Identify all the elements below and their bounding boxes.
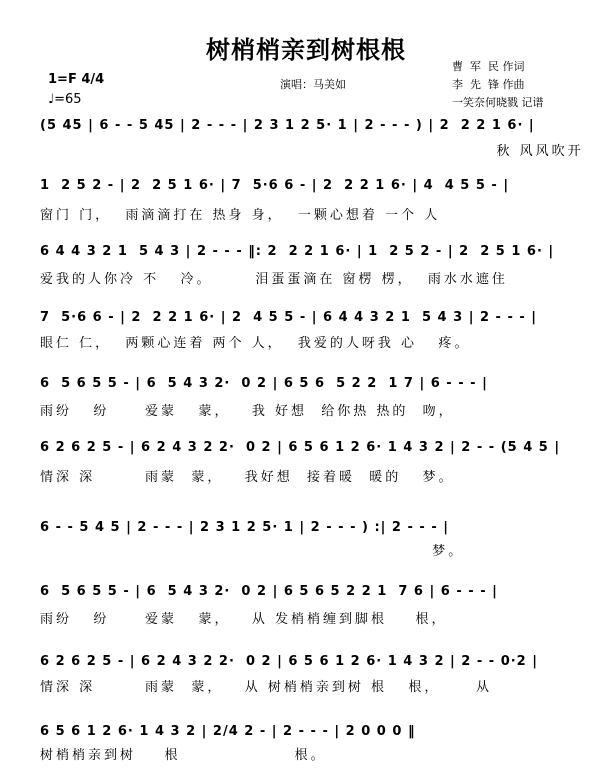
notation-line: 6 4 4 3 2 1 5 4 3 | 2 - - - ‖: 2 2 2 1 6· | 1 2 5 2 - | 2 2 5 1 6· | xyxy=(40,244,555,259)
lyric-line: 情深 深 雨蒙 蒙， 从 树梢梢亲到树 根 根， 从 xyxy=(40,680,493,695)
song-title: 树梢梢亲到树根根 xyxy=(206,36,406,64)
lyric-line: 秋 风风吹开 xyxy=(40,144,584,159)
notation-line: 6 5 6 1 2 6· 1 4 3 2 | 2/4 2 - | 2 - - - | 2 0 0 0 ‖ xyxy=(40,724,416,739)
key-signature: 1=F 4/4 xyxy=(48,72,105,87)
notation-line: 6 2 6 2 5 - | 6 2 4 3 2 2· 0 2 | 6 5 6 1 2 6· 1 4 3 2 | 2 - - (5 4 5 | xyxy=(40,440,561,455)
composer-credit: 李 先 锋 作曲 xyxy=(452,78,525,91)
singer-credit: 演唱：马美如 xyxy=(280,78,346,91)
lyric-line: 爱我的人你冷 不 冷。 泪蛋蛋滴在 窗楞 楞， 雨水水遮住 xyxy=(40,272,508,287)
transcriber-credit: 一笑奈何晓戮 记谱 xyxy=(452,96,544,109)
lyric-line: 梦。 xyxy=(40,544,465,559)
notation-line: 7 5·6 6 - | 2 2 2 1 6· | 2 4 5 5 - | 6 4 4 3 2 1 5 4 3 | 2 - - - | xyxy=(40,310,538,325)
notation-line: 6 - - 5 4 5 | 2 - - - | 2 3 1 2 5· 1 | 2 - - - ) :| 2 - - - | xyxy=(40,520,450,535)
notation-line: 6 5 6 5 5 - | 6 5 4 3 2· 0 2 | 6 5 6 5 2 2 1 7 | 6 - - - | xyxy=(40,376,488,391)
lyric-line: 窗门 门， 雨滴滴打在 热身 身， 一颗心想着 一个 人 xyxy=(40,208,441,223)
lyric-line: 树梢梢亲到树 根 根。 xyxy=(40,748,327,763)
lyric-line: 情深 深 雨蒙 蒙， 我好想 接着暖 暖的 梦。 xyxy=(40,470,455,485)
lyric-line: 眼仁 仁， 两颗心连着 两个 人， 我爱的人呀我 心 疼。 xyxy=(40,336,471,351)
lyric-line: 雨纷 纷 爱蒙 蒙， 我 好想 给你热 热的 吻， xyxy=(40,404,455,419)
lyricist-credit: 曹 军 民 作词 xyxy=(452,60,525,73)
notation-line: 1 2 5 2 - | 2 2 5 1 6· | 7 5·6 6 - | 2 2 2 1 6· | 4 4 5 5 - | xyxy=(40,178,510,193)
lyric-line: 雨纷 纷 爱蒙 蒙， 从 发梢梢缠到脚根 根， xyxy=(40,612,448,627)
notation-line: 6 5 6 5 5 - | 6 5 4 3 2· 0 2 | 6 5 6 5 2 2 1 7 6 | 6 - - - | xyxy=(40,584,498,599)
tempo-marking: ♩=65 xyxy=(48,92,82,107)
notation-line: 6 2 6 2 5 - | 6 2 4 3 2 2· 0 2 | 6 5 6 1 2 6· 1 4 3 2 | 2 - - 0·2 | xyxy=(40,654,539,669)
notation-line: (5 45 | 6 - - 5 45 | 2 - - - | 2 3 1 2 5· 1 | 2 - - - ) | 2 2 2 1 6· | xyxy=(40,118,535,133)
